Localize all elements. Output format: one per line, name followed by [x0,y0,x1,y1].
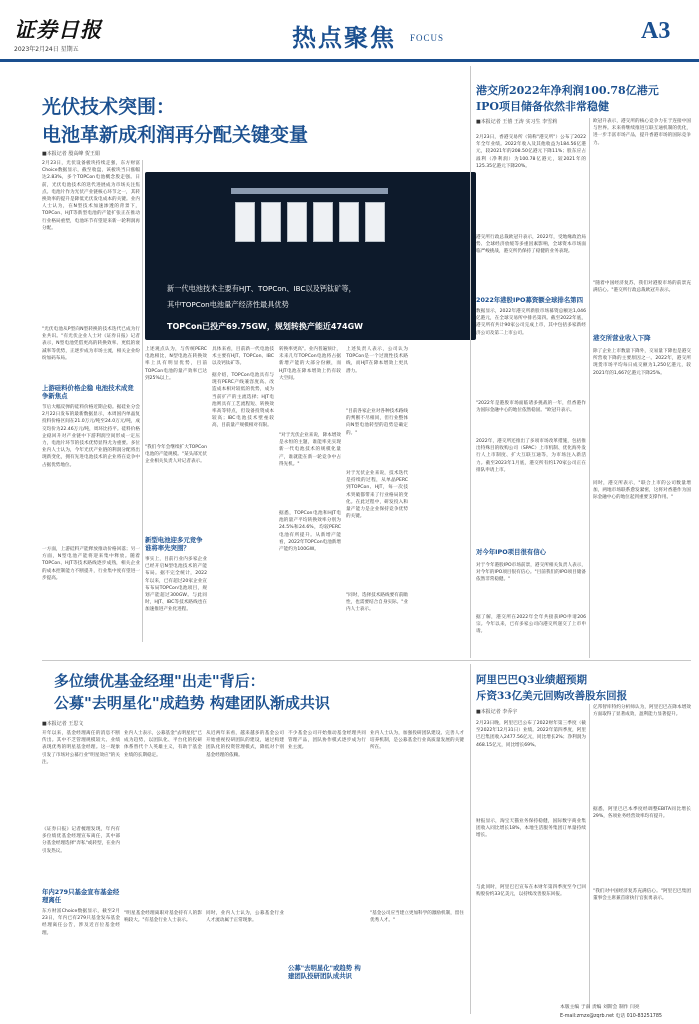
main-col2-p3: 事实上，目前行业内多家企业已经开启N型电池技术的产能布局。据不完全统计，2022年以来，已有超过20家企业宣布布局TOPCon电池项目，规划产能超过300GW。与此同时，HJT、IBC等技术路线也在加速推进产业化进程。 [145,557,207,613]
right1-col2-p4: 同时，港交所表示，"联合上市的公司数量增加，两地市场联系愈发紧密，这将对香港作为国际金融中心的地位起到重要支撑作用。" [593,481,691,501]
section-divider [42,660,691,661]
issue-date: 2023年2月24日 星期五 [14,46,79,53]
section-title-en: FOCUS [410,33,445,43]
bottom2-p3: 与此同时，阿里巴巴宣布在本财年第四季度至今已回购股份约33亿美元，以持续改善股东回报。 [476,885,586,898]
right-headline-1-line1: 港交所2022年净利润100.78亿港元 [476,84,659,97]
column-divider [470,664,471,1014]
bottom1-col4-p1: 不少基金公司开始推动基金经理共同管理产品，团队协作模式逐步成为行业主流。 [288,731,366,751]
main-subhead-2: 新型电池迎多元竞争 谁将率先突围？ [145,536,203,552]
bottom1-col5-p2: "基金公司应当建立更加科学的激励机制，留住优秀人才。" [370,911,464,924]
column-divider [589,704,590,1008]
main-col5-p2: "目前各家企业对各种技术路线的判断不尽相同，但行业整体向N型电池转型的趋势是确定的。" [346,409,408,436]
bottom1-col5-p1: 业内人士认为，加强投研团队建设、完善人才培养机制，是公募基金行业高质量发展的关键所在。 [370,731,464,751]
main-col3-p2: 据介绍，TOPCon电池具有与现有PERC产线兼容度高、改造成本相对较低的优势，成为当前扩产的主流选择；HJT电池则具有工艺流程短、转换效率高等特点，但设备投资成本较高；IBC电池技术壁垒较高，目前量产规模相对有限。 [212,373,274,429]
bottom2-p1: 2月23日晚，阿里巴巴公布了2022财年第三季度（截至2022年12月31日）业绩。2022年第四季度，阿里巴巴集团收入2477.56亿元，同比增长2%；净利润为468.15亿元，同比增长69%。 [476,721,586,748]
bottom-headline-1-line2: 公募"去明星化"成趋势 构建团队渐成共识 [54,694,330,712]
bottom1-col4-subhead: 公募"去明星化"或趋势 构建团队投研团队成共识 [288,964,361,980]
main-col5-p3: 对于光伏企业来说，技术迭代是持续的过程，从单晶PERC到TOPCon、HJT，每一次技术突破都带来了行业格局的变化。在此过程中，研发投入和量产能力是企业保持竞争优势的关键。 [346,471,408,520]
main-byline: ■本报记者 殷高峰 贺王娟 [42,151,100,157]
feature-image [145,172,476,340]
main-headline-line2: 电池革新成利润再分配关键变量 [42,124,309,146]
bottom1-subhead-1: 年内279只基金宣布基金经理离任 [42,888,120,904]
bottom2-col2-p2: 据悉，阿里巴巴本季度经调整EBITA同比增长29%，各项业务经营效率均有提升。 [593,807,691,820]
right1-p1: 2月23日，香港交易所（简称"港交所"）公布了2022年全年业绩。2022年收入及其他收益为184.56亿港元，较2021年的208.50亿港元下降11%；股东应占溢利（净利润）为100.78亿港元，较2021年的125.35亿港元下降20%。 [476,135,586,169]
right1-p7: 据了解，港交所在2022年全年共接获IPO申请206宗。今年以来，已有多家公司向港交所递交了上市申请。 [476,615,586,635]
main-col5-p1: 上述负责人表示，公司认为TOPCon是一个过渡性技术路线，而HJT在降本增效上更具潜力。 [346,347,408,374]
column-divider [589,118,590,658]
main-col1-p4: 一方面，上游硅料产能释放推动价格回落；另一方面，N型电池产能将迎来集中释放。随着TOPCon、HJT等技术路线逐步成熟，相关企业的成本控制能力不断提升，行业集中度有望进一步提高。 [42,547,140,581]
main-col4-p2: "对于光伏企业来说，降本增效是永恒的主题，谁能率先实现新一代电池技术的规模化量产，谁就能在新一轮竞争中占得先机。" [279,433,341,467]
bottom2-p2: 财报显示，淘宝天猫业务保持稳健，国际数字商业集团收入同比增长18%，本地生活服务集团订单量持续增长。 [476,819,586,839]
main-col3-p1: 具体来看，目前新一代电池技术主要有HJT、TOPCon、IBC以及钙钛矿等。 [212,347,274,367]
right1-col2-subhead: 港交所营业收入下降 [593,334,651,342]
solar-cell [235,202,255,242]
feature-caption-3: TOPCon已投产69.75GW，规划转换产能近474GW [167,322,363,331]
main-headline-line1: 光伏技术突围： [42,96,176,118]
section-title: 热点聚焦 [292,23,396,52]
solar-cell [365,202,385,242]
right-headline-1-line2: IPO项目储备依然非常稳健 [476,100,609,113]
bottom-headline-2-line2: 斥资33亿美元回购改善股东回报 [476,690,628,702]
main-col2-p1: 上述观点认为，与传统PERC电池相比，N型电池在转换效率上具有明显优势，目前TOPCon电池的量产效率已达到25%以上。 [145,347,207,381]
right1-subhead-1: 2022年港股IPO募资额全球排名第四 [476,296,583,304]
bottom2-col2-p3: "我们对中国经济复苏充满信心。"阿里巴巴集团董事会主席兼首席执行官张勇表示。 [593,889,691,902]
column-divider [470,66,471,658]
bottom1-col2-p2: "明星基金经理离职对基金持有人的影响较大。"有基金行业人士表示。 [124,911,202,924]
main-col4-p3: 据悉，TOPCon电池和HJT电池的量产平均转换效率分别为24.5%和24.6%，均较PERC电池有所提升。从新增产能看，2022年TOPCon电池新增产能约为100GW。 [279,511,341,553]
bottom1-col3-p1: 从近两年来看，越来越多的基金公司开始重视投研团队的建设，通过构建团队化的投资管理模式，降低对个别基金经理的依赖。 [206,731,284,758]
main-col5-p4: "同时，选择技术路线要有前瞻性，也需要结合自身实际。"业内人士表示。 [346,593,408,613]
column-divider [142,160,143,642]
right1-p2: 港交所行政总裁欧冠升表示，2022年，受地缘政治局势、全球经济放缓等多重因素影响，全球资本市场面临严峻挑战，港交所仍保持了稳健的业务表现。 [476,235,586,255]
bottom-headline-2-line1: 阿里巴巴Q3业绩超预期 [476,674,587,686]
bottom1-p1: 开年以来，基金经理离任的消息不断传出。其中不乏管理规模较大、业绩表现优秀的明星基金经理。这一现象引发了市场对公募行业"明星效应"的关注。 [42,731,120,765]
right-byline-1: ■本报记者 王僖 王涛 实习生 李雪莉 [476,119,558,125]
panel-frame [231,188,388,194]
right1-p6: 对于今年港股IPO市场前景，港交所相关负责人表示，对今年的IPO项目很有信心。"目前我们的IPO项目储备依然非常稳健。" [476,563,586,583]
main-col1-p3: 节后大幅反弹的硅料价格近期企稳。据硅业分会2月22日发布的最新数据显示，本周国内单晶复投料价格区间在21.0万元/吨至24.0万元/吨，成交均价为22.46万元/吨，周环比持平。硅料价格企稳回升对产业链中下游利润空间形成一定压力，电池片环节的技术优势显得尤为重要。多位业内人士认为，今年光伏产业链的利润分配将出现新变化，拥有先进电池技术的企业将在竞争中占据优势地位。 [42,405,140,468]
bottom1-p2: 《证券日报》记者梳理发现，年内有多位绩优基金经理宣布离任，其中部分基金经理选择"奔私"或转型，在业内引发热议。 [42,827,120,854]
bottom1-col2-p1: 业内人士表示，公募基金"去明星化"已成为趋势，以团队化、平台化的投研体系替代个人英雄主义，有助于基金业绩的长期稳定。 [124,731,202,758]
right1-p5: 2022年，港交所还推出了多项市场改革措施，包括推出特殊目的收购公司（SPAC）上市机制、优化海外发行人上市制度、扩大互联互通等，为市场注入新活力。截至2023年1月底，港交所有约170家公司正在排队申请上市。 [476,439,586,473]
footer-editor: 本版主编 于南 责编 刘斯会 制作 闫亮 [560,1005,640,1010]
solar-cell [261,202,281,242]
solar-cell [287,202,307,242]
solar-cell [313,202,333,242]
bottom-headline-1-line1: 多位绩优基金经理"出走"背后： [54,672,265,690]
bottom-byline-2: ■本报记者 李乔宇 [476,709,518,715]
footer-contact: E-mail:zmzx@zqrb.net 电话 010-83251785 [560,1014,662,1019]
bottom1-col3-p2: 同时，业内人士认为，公募基金行业人才流动属于正常现象。 [206,911,284,924]
solar-cell [339,202,359,242]
right1-col2-p3: 除了企业上市数量下降外，交易量下降也是港交所营收下降的主要原因之一。2022年，港交所现货市场平均每日成交额为1,250亿港元，较2021年的1,667亿港元下降25%。 [593,349,691,376]
main-col4-p1: 转换率更高"。业内普遍预计，未来几年TOPCon电池将占据新增产能的大部分份额，而HJT电池在降本增效上仍有较大空间。 [279,347,341,381]
feature-caption-2: 其中TOPCon电池量产经济性最具优势 [167,300,289,309]
bottom-byline-1: ■本报记者 王思文 [42,721,84,727]
main-subhead-1: 上游硅料价格企稳 电池技术成竞争新焦点 [42,384,134,400]
right1-col2-p2: "随着中国经济复苏，我们对港股市场的前景充满信心。"港交所行政总裁欧冠升表示。 [593,281,691,294]
newspaper-brand: 证券日报 [14,17,102,42]
right1-p4: "2022年是港股市场面临诸多挑战的一年，但香港作为国际金融中心的地位依然稳固。"欧冠升表示。 [476,401,586,414]
masthead-rule [0,59,699,62]
main-col1-p2: "光伏电池从P型向N型转换的技术迭代已成为行业共识。"有光伏企业人士对《证券日报》记者表示，N型电池凭借更高的转换效率、更低的衰减率等优势，正逐步成为市场主流，相关企业纷纷加码布局。 [42,327,140,361]
right1-col2-p1: 欧冠升表示，港交所的核心竞争力在于连接中国与世界。未来将继续推进互联互通机制的优化，进一步丰富市场产品，提升香港市场的国际竞争力。 [593,119,691,146]
solar-panel-graphic [231,188,388,268]
bottom1-p3: 东方财富Choice数据显示，截至2月23日，年内已有279只基金发布基金经理离任公告，涉及近百位基金经理。 [42,909,120,936]
right1-subhead-2: 对今年IPO项目很有信心 [476,548,547,556]
main-col2-p2: "我们今年会继续扩大TOPCon电池的产能规模。"某头部光伏企业相关负责人对记者表示。 [145,445,207,465]
main-col1-p1: 2月23日，光伏设备板块持续走强，东方财富Choice数据显示，截至收盘，该板块当日涨幅达2.83%，多个TOPCon电池概念股走强。日前，光伏电池技术的迭代进展成为市场关注焦点。电池片作为光伏产业链核心环节之一，其转换效率的提升是降低光伏发电成本的关键。业内人士认为，在N型技术加速渗透的背景下，TOPCon、HJT等新型电池的产能扩张正在推动行业格局重塑，电池环节有望迎来新一轮利润再分配。 [42,161,140,231]
page-number: A3 [641,18,671,44]
right1-p3: 数据显示，2022年港交所新股市场募资总额达1,046亿港元，在全球交易所中排名第四。截至2022年底，港交所有共计90家公司完成上市，其中包括多家新经济公司及第二上市公司。 [476,309,586,336]
bottom2-col2-p1: 亿邦智库特约分析师认为，阿里巴巴在降本增效方面取得了显著成效，盈利能力显著提升。 [593,705,691,718]
feature-caption-1: 新一代电池技术主要有HJT、TOPCon、IBC以及钙钛矿等， [167,284,356,293]
